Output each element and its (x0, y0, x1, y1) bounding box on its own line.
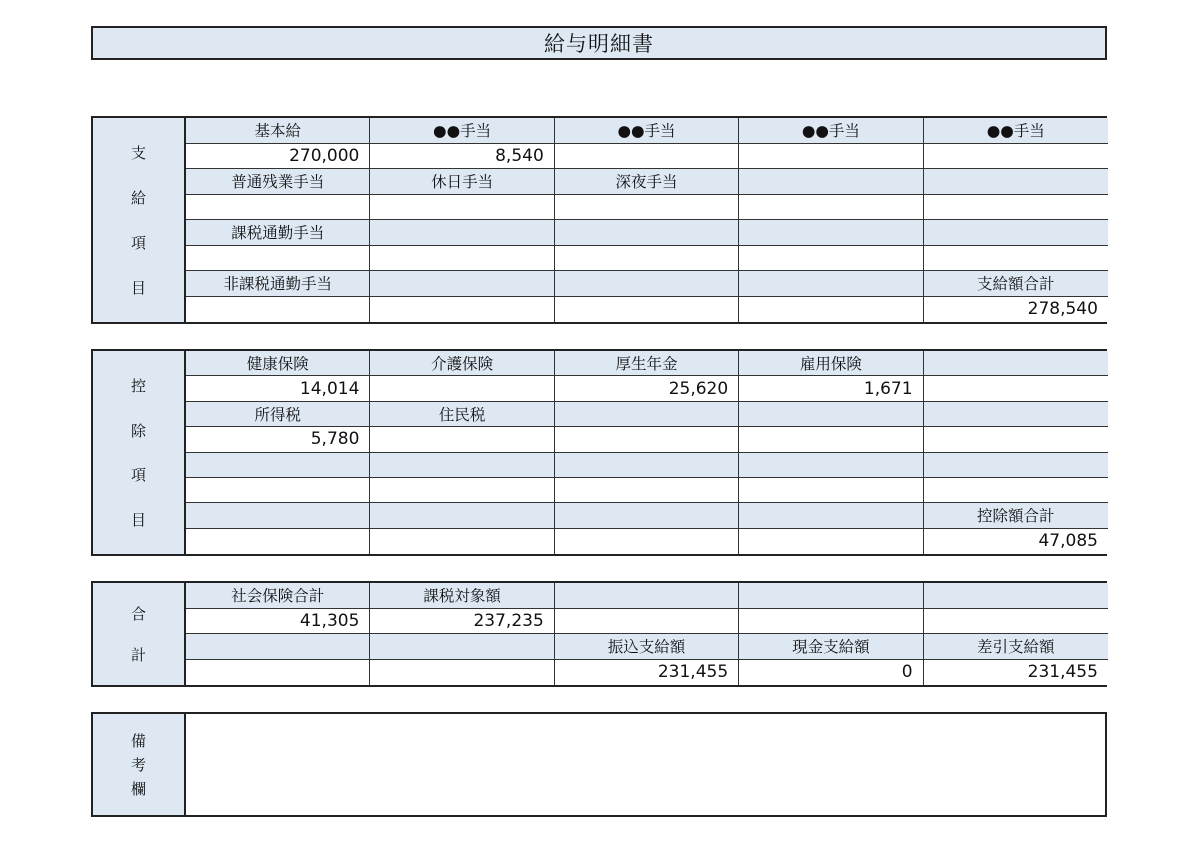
deductions-side-char: 控 (130, 376, 146, 395)
deductions-item-label: 介護保険 (370, 351, 554, 375)
deductions-item-label (555, 503, 739, 527)
deductions-label-row (186, 453, 1108, 478)
totals-item-label: 社会保険合計 (186, 583, 370, 608)
payments-amount-cell[interactable] (924, 195, 1108, 220)
totals-amount-cell[interactable] (924, 609, 1108, 634)
deductions-amount-cell[interactable] (555, 478, 739, 502)
remarks-field[interactable] (186, 714, 1105, 815)
payments-amount-cell[interactable]: 8,540 (370, 144, 554, 169)
deductions-item-label (555, 453, 739, 477)
deductions-amount-cell[interactable] (739, 427, 923, 451)
deductions-item-label: 所得税 (186, 402, 370, 426)
deductions-grid (186, 351, 1108, 554)
deductions-value-row (186, 427, 1108, 452)
totals-amount-cell[interactable]: 231,455 (924, 660, 1108, 686)
totals-value-row (186, 609, 1108, 635)
deductions-item-label (739, 503, 923, 527)
totals-item-label: 差引支給額 (924, 634, 1108, 659)
deductions-amount-cell[interactable] (555, 529, 739, 554)
deductions-item-label: 住民税 (370, 402, 554, 426)
deductions-amount-cell[interactable] (555, 427, 739, 451)
payments-amount-cell[interactable] (555, 195, 739, 220)
deductions-item-label (555, 402, 739, 426)
totals-item-label (739, 583, 923, 608)
payments-value-row (186, 297, 1108, 323)
totals-amount-cell[interactable] (186, 660, 370, 686)
totals-grid (186, 583, 1108, 685)
payments-amount-cell[interactable] (555, 144, 739, 169)
totals-side-label (93, 583, 186, 685)
deductions-amount-cell[interactable] (924, 376, 1108, 400)
deductions-value-row (186, 529, 1108, 554)
payments-item-label: 支給額合計 (924, 271, 1108, 296)
payments-side-char: 目 (130, 279, 146, 297)
deductions-item-label (370, 503, 554, 527)
payments-amount-cell[interactable] (186, 246, 370, 271)
remarks-side-char: 考 (130, 755, 146, 774)
payments-item-label (924, 220, 1108, 245)
payments-amount-cell[interactable] (924, 144, 1108, 169)
deductions-amount-cell[interactable]: 47,085 (924, 529, 1108, 554)
payments-item-label: 深夜手当 (555, 169, 739, 194)
payments-amount-cell[interactable] (555, 297, 739, 323)
deductions-amount-cell[interactable]: 14,014 (186, 376, 370, 400)
deductions-amount-cell[interactable]: 1,671 (739, 376, 923, 400)
payments-amount-cell[interactable]: 278,540 (924, 297, 1108, 323)
totals-item-label (924, 583, 1108, 608)
payments-item-label: 休日手当 (370, 169, 554, 194)
payments-amount-cell[interactable] (555, 246, 739, 271)
totals-side-char: 計 (130, 646, 146, 664)
payments-amount-cell[interactable] (186, 297, 370, 323)
deductions-amount-cell[interactable] (186, 529, 370, 554)
payments-item-label: ●●手当 (555, 118, 739, 143)
payments-value-row (186, 195, 1108, 221)
payments-side-char: 給 (130, 189, 146, 207)
payments-amount-cell[interactable] (739, 246, 923, 271)
deductions-value-row (186, 478, 1108, 503)
payments-item-label: 普通残業手当 (186, 169, 370, 194)
totals-amount-cell[interactable] (739, 609, 923, 634)
deductions-amount-cell[interactable] (739, 529, 923, 554)
payments-item-label: ●●手当 (739, 118, 923, 143)
totals-item-label: 課税対象額 (370, 583, 554, 608)
deductions-amount-cell[interactable] (924, 427, 1108, 451)
deductions-label-row (186, 351, 1108, 376)
payments-amount-cell[interactable] (739, 297, 923, 323)
payments-value-row (186, 246, 1108, 272)
deductions-side-char: 項 (130, 466, 146, 485)
payments-item-label (555, 271, 739, 296)
totals-side-char: 合 (130, 605, 146, 623)
totals-amount-cell[interactable]: 237,235 (370, 609, 554, 634)
deductions-item-label (186, 453, 370, 477)
payments-amount-cell[interactable] (739, 195, 923, 220)
totals-item-label (186, 634, 370, 659)
payments-grid (186, 118, 1108, 322)
remarks-side-label (93, 714, 186, 815)
remarks-side-char: 備 (130, 731, 146, 750)
deductions-item-label (924, 402, 1108, 426)
payments-amount-cell[interactable] (739, 144, 923, 169)
totals-item-label (370, 634, 554, 659)
payments-item-label (739, 271, 923, 296)
deductions-amount-cell[interactable] (370, 376, 554, 400)
deductions-amount-cell[interactable] (370, 529, 554, 554)
deductions-item-label (739, 402, 923, 426)
totals-item-label (555, 583, 739, 608)
payments-side-label (93, 118, 186, 322)
deductions-item-label (924, 453, 1108, 477)
remarks-section (91, 712, 1107, 817)
deductions-side-char: 目 (130, 511, 146, 530)
payments-item-label: 課税通勤手当 (186, 220, 370, 245)
totals-amount-cell[interactable] (555, 609, 739, 634)
totals-item-label: 現金支給額 (739, 634, 923, 659)
payments-amount-cell[interactable] (186, 195, 370, 220)
totals-amount-cell[interactable]: 41,305 (186, 609, 370, 634)
deductions-amount-cell[interactable]: 5,780 (186, 427, 370, 451)
payments-label-row (186, 118, 1108, 144)
payments-side-char: 項 (130, 234, 146, 252)
deductions-item-label: 健康保険 (186, 351, 370, 375)
deductions-amount-cell[interactable] (370, 478, 554, 502)
payments-amount-cell[interactable] (924, 246, 1108, 271)
totals-amount-cell[interactable]: 0 (739, 660, 923, 686)
deductions-amount-cell[interactable] (186, 478, 370, 502)
deductions-label-row (186, 402, 1108, 427)
deductions-amount-cell[interactable]: 25,620 (555, 376, 739, 400)
payments-side-char: 支 (130, 144, 146, 162)
deductions-side-char: 除 (130, 421, 146, 440)
payments-amount-cell[interactable]: 270,000 (186, 144, 370, 169)
page-title: 給与明細書 (91, 26, 1107, 60)
deductions-item-label: 控除額合計 (924, 503, 1108, 527)
payments-item-label: ●●手当 (924, 118, 1108, 143)
payments-item-label: 非課税通勤手当 (186, 271, 370, 296)
payments-amount-cell[interactable] (370, 246, 554, 271)
payments-item-label (924, 169, 1108, 194)
deductions-amount-cell[interactable] (370, 427, 554, 451)
payments-label-row (186, 220, 1108, 246)
totals-amount-cell[interactable]: 231,455 (555, 660, 739, 686)
payments-label-row (186, 271, 1108, 297)
deductions-side-label (93, 351, 186, 554)
remarks-side-char: 欄 (130, 779, 146, 798)
payments-value-row (186, 144, 1108, 170)
deductions-item-label: 雇用保険 (739, 351, 923, 375)
payments-item-label (739, 169, 923, 194)
payments-amount-cell[interactable] (370, 297, 554, 323)
totals-label-row (186, 634, 1108, 660)
deductions-amount-cell[interactable] (739, 478, 923, 502)
payments-label-row (186, 169, 1108, 195)
deductions-amount-cell[interactable] (924, 478, 1108, 502)
deductions-item-label (924, 351, 1108, 375)
totals-label-row (186, 583, 1108, 609)
payments-item-label (370, 271, 554, 296)
deductions-item-label (186, 503, 370, 527)
deductions-item-label (739, 453, 923, 477)
payments-amount-cell[interactable] (370, 195, 554, 220)
payments-item-label: 基本給 (186, 118, 370, 143)
payments-item-label (739, 220, 923, 245)
payments-item-label (370, 220, 554, 245)
payments-section (91, 116, 1107, 324)
deductions-section (91, 349, 1107, 556)
deductions-item-label: 厚生年金 (555, 351, 739, 375)
totals-amount-cell[interactable] (370, 660, 554, 686)
totals-value-row (186, 660, 1108, 686)
payments-item-label: ●●手当 (370, 118, 554, 143)
deductions-label-row (186, 503, 1108, 528)
deductions-value-row (186, 376, 1108, 401)
totals-item-label: 振込支給額 (555, 634, 739, 659)
payments-item-label (555, 220, 739, 245)
deductions-item-label (370, 453, 554, 477)
totals-section (91, 581, 1107, 687)
